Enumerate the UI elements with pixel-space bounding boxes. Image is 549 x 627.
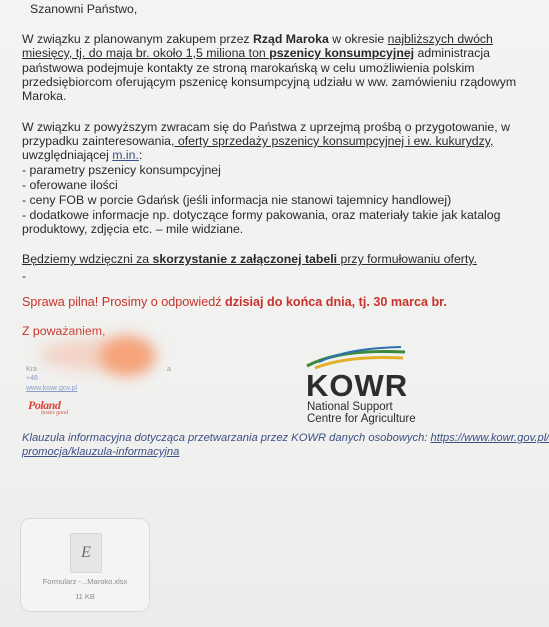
kowr-logo-name: KOWR [306, 368, 409, 403]
kowr-logo-mark [305, 346, 407, 370]
paragraph-2-line-2: przypadku zainteresowania, oferty sprzedaży pszenicy konsumpcyjnej i ew. kukurydzy, [22, 134, 494, 148]
bullet-3: - ceny FOB w porcie Gdańsk (jeśli informacja nie stanowi tajemnicy handlowej) [22, 193, 452, 207]
signature-line-2: +48 [26, 375, 38, 382]
paragraph-1-line-4: przedsiębiorcom oferującym pszenicę konsumpcyjną udziału w ww. zamówieniu rządowym [22, 75, 517, 89]
signature-line-2-tail: a [167, 366, 171, 373]
closing: Z poważaniem, [22, 324, 106, 338]
attachment-size: 11 KB [75, 592, 95, 601]
paragraph-1-line-5: Maroka. [22, 89, 67, 103]
kowr-logo-sub-1: National Support [307, 401, 393, 413]
bullet-4: - dodatkowe informacje np. dotyczące formy pakowania, oraz materiały takie jak katalog [22, 208, 501, 222]
paragraph-1-line-2: miesięcy, tj. do maja br. około 1,5 miliona ton pszenicy konsumpcyjnej administracja [22, 46, 490, 60]
clause-link-continued[interactable]: promocja/klauzula-informacyjna [22, 446, 180, 458]
clause-link[interactable]: https://www.kowr.gov.pl/ [430, 432, 549, 444]
signature-website-link[interactable]: www.kowr.gov.pl [26, 385, 78, 392]
kowr-logo-sub-2: Centre for Agriculture [307, 413, 416, 425]
urgent-notice: Sprawa pilna! Prosimy o odpowiedź dzisiaj do końca dnia, tj. 30 marca br. [22, 295, 447, 309]
paragraph-1-line-3: państwowa podejmuje kontakty ze stroną marokańską w celu umożliwienia polskim [22, 61, 475, 75]
poland-logo: Poland [28, 398, 61, 412]
paragraph-2-line-1: W związku z powyższym zwracam się do Państwa z uprzejmą prośbą o przygotowanie, w [22, 120, 510, 134]
paragraph-2-line-3: uwzględniającej m.in.: [22, 148, 143, 162]
paragraph-3: Będziemy wdzięczni za skorzystanie z załączonej tabeli przy formułowaniu oferty. [22, 252, 477, 266]
bullet-1: - parametry pszenicy konsumpcyjnej [22, 163, 221, 177]
clause-line-1: Klauzula informacyjna dotycząca przetwarzania przez KOWR danych osobowych: https://www.kowr.gov.pl/ [22, 432, 549, 444]
bullet-2: - oferowane ilości [22, 178, 118, 192]
paragraph-1-line-1: W związku z planowanym zakupem przez Rząd Maroka w okresie najbliższych dwóch [22, 32, 493, 46]
greeting: Szanowni Państwo, [30, 2, 138, 16]
attachment-filename: Formularz -...Maroko.xlsx [42, 577, 128, 586]
bullet-4-continued: produktowy, zdjęcia etc. – mile widziane. [22, 222, 244, 236]
attachment-card[interactable] [20, 518, 150, 612]
dash-line: - [22, 269, 27, 283]
excel-file-icon: E [70, 533, 102, 573]
redacted-signature-blob [100, 336, 155, 376]
signature-line-1: Kra [26, 366, 37, 373]
clause-line-2 [22, 444, 179, 460]
poland-logo-tagline: tastes good [41, 410, 69, 416]
